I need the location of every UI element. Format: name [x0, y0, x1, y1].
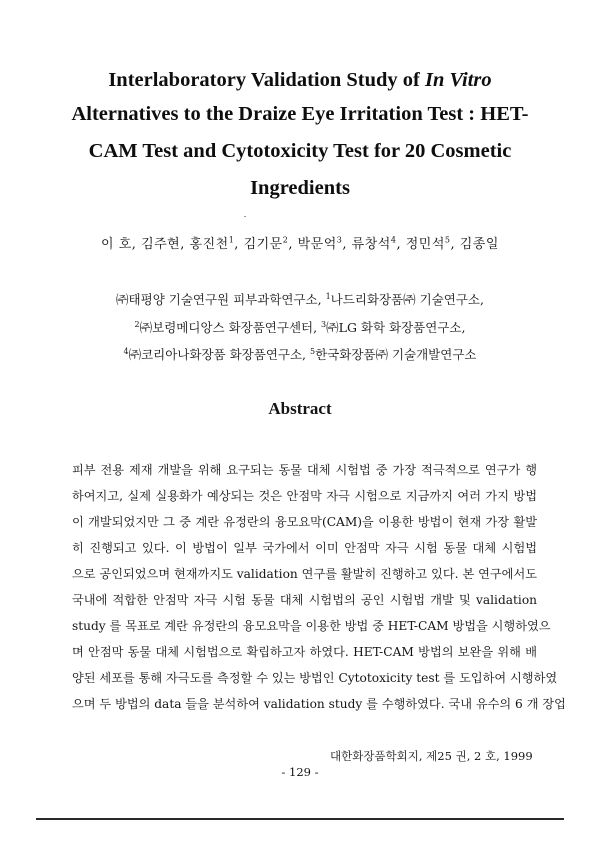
affiliation-line-2	[30, 320, 570, 336]
author-affil-mark: 2	[282, 235, 289, 245]
affil-mark: 2	[134, 319, 140, 329]
author: 김종일	[459, 237, 499, 252]
title-line-1	[30, 68, 570, 92]
abstract-line: 히 진행되고 있다. 이 방법이 일부 국가에서 이미 안점막 자극 시험 동물 대체 시험법	[72, 541, 537, 555]
abstract-line: 피부 전용 제재 개발을 위해 요구되는 동물 대체 시험법 중 가장 적극적으로 연구가 행	[72, 463, 537, 477]
affiliation-text: ㈜코리아나화장품 화장품연구소,	[128, 347, 311, 362]
scan-edge-line	[36, 818, 564, 820]
speck	[244, 216, 246, 217]
abstract-line: 으며 두 방법의 data 들을 분석하여 validation study 를 수행하였다. 국내 유수의 6 개 장업	[72, 697, 566, 711]
abstract-line: 하여지고, 실제 실용화가 예상되는 것은 안점막 자극 시험으로 지금까지 여러 가지 방법	[72, 489, 537, 503]
affiliation-line-3	[30, 347, 570, 363]
title-text: Interlaboratory Validation Study of	[108, 69, 425, 91]
author-affil-mark: 3	[336, 235, 343, 245]
author: 홍진천	[189, 237, 229, 252]
abstract-line: 으로 공인되었으며 현재까지도 validation 연구를 활발히 진행하고 있다. 본 연구에서도	[72, 567, 537, 581]
author-affil-mark: 4	[390, 235, 397, 245]
affil-mark: 5	[310, 346, 316, 356]
affil-mark: 3	[321, 319, 327, 329]
title-line-4: Ingredients	[250, 177, 350, 199]
page-number: - 129 -	[281, 765, 319, 779]
affil-mark: 1	[325, 291, 331, 301]
abstract-line: 양된 세포를 통해 자극도를 측정할 수 있는 방법인 Cytotoxicity test 를 도입하여 시행하였	[72, 671, 558, 685]
title-line-3: CAM Test and Cytotoxicity Test for 20 Cosmetic	[88, 140, 512, 162]
title-line-2: Alternatives to the Draize Eye Irritation Test : HET-	[71, 103, 529, 125]
affiliation-text: 한국화장품㈜ 기술개발연구소	[315, 347, 477, 362]
author: 김기문	[243, 237, 283, 252]
author-affil-mark: 1	[228, 235, 235, 245]
affil-mark: 4	[123, 346, 129, 356]
journal-reference: 대한화장품학회지, 제25 권, 2 호, 1999	[330, 749, 533, 763]
affiliation-text: ㈜보령메디앙스 화장품연구센터,	[139, 320, 322, 335]
abstract-line: 이 개발되었지만 그 중 계란 유정란의 융모요막(CAM)을 이용한 방법이 현재 가장 활발	[72, 515, 537, 529]
affiliation-text: 나드리화장품㈜ 기술연구소,	[330, 292, 484, 307]
author-affil-mark: 5	[444, 235, 451, 245]
author: 정민석	[405, 237, 445, 252]
abstract-heading: Abstract	[268, 399, 332, 418]
author-list: 이 호, 김주현, 홍진천$^1$, 김기문$^2$, 박문억$^3$, 류창석$^4$, 정민석$^5$, 김종일	[101, 235, 499, 252]
affiliation-text: ㈜태평양 기술연구원 피부과학연구소,	[116, 292, 326, 307]
author: 류창석	[351, 237, 391, 252]
author: 이 호	[101, 237, 132, 252]
title-italic-text: In Vitro	[424, 69, 492, 91]
abstract-line: 며 안점막 동물 대체 시험법으로 확립하고자 하였다. HET-CAM 방법의 보완을 위해 배	[72, 645, 537, 659]
affiliation-text: ㈜LG 화학 화장품연구소,	[326, 320, 466, 335]
affiliation-line-1	[30, 292, 570, 308]
abstract-line: study 를 목표로 계란 유정란의 융모요막을 이용한 방법 중 HET-CAM 방법을 시행하였으	[72, 619, 551, 633]
abstract-line: 국내에 적합한 안점막 자극 시험 동물 대체 시험법의 공인 시험법 개발 및 validation	[72, 593, 537, 607]
author: 김주현	[141, 237, 181, 252]
author: 박문억	[297, 237, 337, 252]
